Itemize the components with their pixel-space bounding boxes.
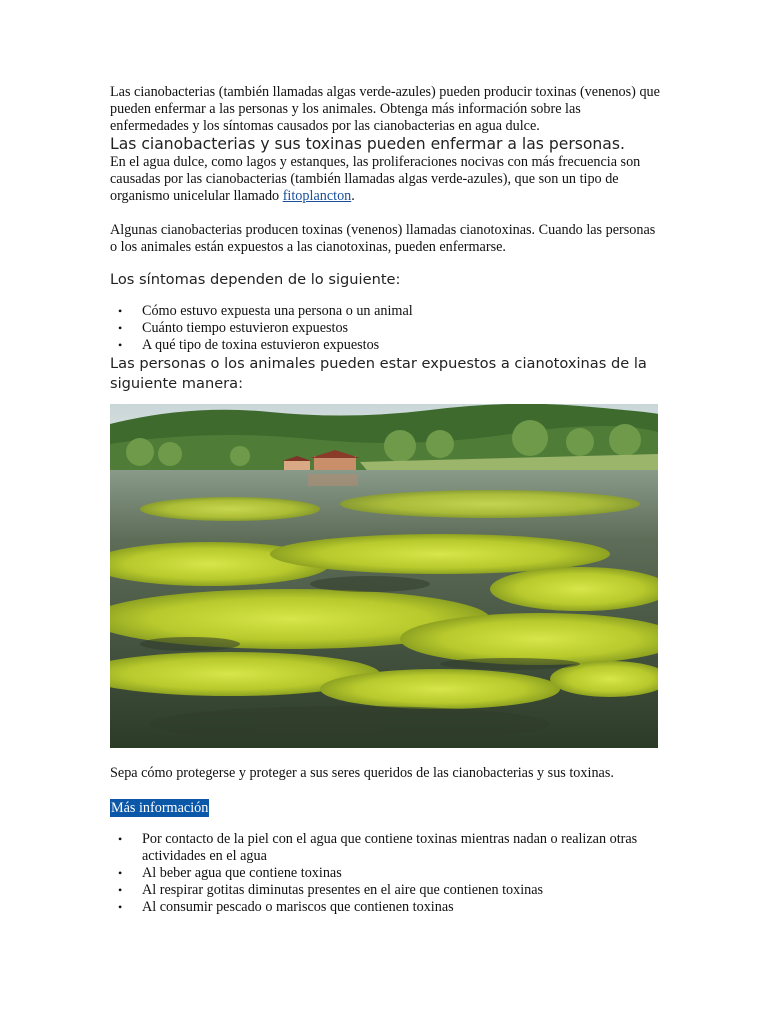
list-item: • Al respirar gotitas diminutas presentes en el aire que contienen toxinas — [118, 882, 544, 898]
list-item: • Al consumir pescado o mariscos que contienen toxinas — [118, 899, 454, 915]
protect-paragraph: Sepa cómo protegerse y proteger a sus seres queridos de las cianobacterias y sus toxinas. — [110, 765, 614, 781]
bullet-icon: • — [118, 900, 123, 914]
phytoplankton-link[interactable]: fitoplancton — [282, 188, 352, 204]
document-body — [110, 84, 660, 394]
exposure-heading: Las personas o los animales pueden estar expuestos a cianotoxinas de la siguiente manera: — [110, 355, 647, 392]
algae-lake-illustration — [110, 404, 658, 748]
list-item: • A qué tipo de toxina estuvieron expuestos — [118, 337, 380, 353]
list-item: • Por contacto de la piel con el agua que contiene toxinas mientras nadan o realizan otras actividades en el agua — [118, 831, 638, 864]
document-body-lower — [110, 765, 660, 916]
bullet-icon: • — [118, 832, 123, 846]
list-item: • Cómo estuvo expuesta una persona o un animal — [118, 303, 413, 319]
freshwater-paragraph — [110, 154, 660, 205]
exposure-list — [110, 831, 660, 916]
bullet-icon: • — [118, 338, 123, 352]
freshwater-text-end: . — [351, 188, 355, 204]
list-item: • Al beber agua que contiene toxinas — [118, 865, 342, 881]
bullet-icon: • — [118, 321, 123, 335]
freshwater-text: En el agua dulce, como lagos y estanques, las proliferaciones nocivas con más frecuencia son causadas por las cianobacterias (también llamadas algas verde-azules), que son un tipo de organismo unicelular llamado — [110, 154, 641, 204]
symptoms-list — [110, 303, 660, 354]
cyanotoxins-paragraph: Algunas cianobacterias producen toxinas (venenos) llamadas cianotoxinas. Cuando las personas o los animales están expuestos a las cianotoxinas, pueden enfermarse. — [110, 222, 656, 255]
list-item: • Cuánto tiempo estuvieron expuestos — [118, 320, 349, 336]
bullet-icon: • — [118, 866, 123, 880]
intro-paragraph: Las cianobacterias (también llamadas algas verde-azules) pueden producir toxinas (venenos) que pueden enfermar a las personas y los animales. Obtenga más información sobre las enfermedades y los síntomas causados por las cianobacterias en agua dulce. — [110, 84, 660, 134]
symptoms-heading: Los síntomas dependen de lo siguiente: — [110, 271, 401, 288]
more-info-button[interactable]: Más información — [111, 800, 209, 816]
bullet-icon: • — [118, 883, 123, 897]
bullet-icon: • — [118, 304, 123, 318]
section-heading-toxins: Las cianobacterias y sus toxinas pueden enfermar a las personas. — [110, 135, 625, 153]
algae-lake-photo — [110, 404, 658, 748]
